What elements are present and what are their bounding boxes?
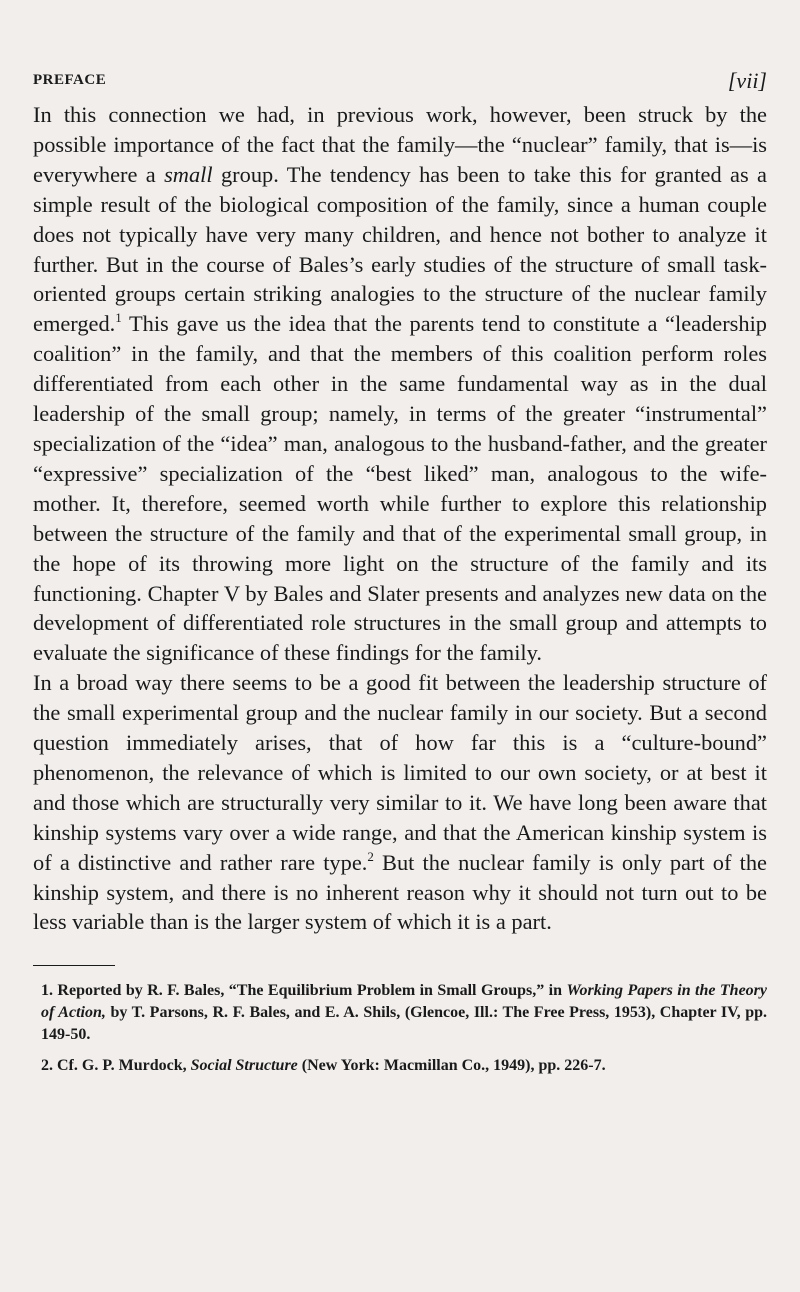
footnote-reference[interactable]: 2 (367, 848, 374, 864)
paragraph-text: In a broad way there seems to be a good fit between the leadership structure of the small experimental group and the nuclear family in our society. But a second question immediately arises, that of how far this is a “culture-bound” phenomenon, the relevance of which is limited to our own society, or at best it and those which are structurally very similar to it. We have long been aware that kinship systems vary over a wide range, and that the American kinship system is of a distinctive and rather rare type. (33, 670, 767, 875)
body-text (33, 100, 767, 937)
footnote-reference[interactable]: 1 (115, 310, 122, 326)
footnote (41, 1055, 767, 1077)
paragraph-text: But the nuclear family is only part of the kinship system, and there is no inherent reason why it should not turn out to be less variable than is the larger system of which it is a part. (33, 849, 767, 935)
footnote-divider (33, 965, 115, 966)
book-page (33, 60, 767, 1086)
paragraph-text: In this connection we had, in previous work, however, been struck by the possible importance of the fact that the family—the “nuclear” family, that is—is everywhere a (33, 102, 767, 187)
footnote-text: by T. Parsons, R. F. Bales, and E. A. Shils, (Glencoe, Ill.: The Free Press, 1953), Chapter IV, pp. 149-50. (41, 1004, 768, 1044)
emphasis-text: small (164, 161, 213, 187)
paragraph-text: group. The tendency has been to take this for granted as a simple result of the biological composition of the family, since a human couple does not typically have very many children, and hence not bother to analyze it further. But in the course of Bales’s early studies of the structure of small task-oriented groups certain striking analogies to the structure of the nuclear family emerged. (33, 161, 767, 337)
running-head (33, 60, 767, 100)
paragraph (33, 668, 767, 937)
paragraph (33, 100, 767, 668)
page-number: [vii] (727, 68, 767, 93)
footnote-citation-title: Social Structure (190, 1057, 298, 1075)
paragraph-text: This gave us the idea that the parents tend to constitute a “leadership coalition” in the family, and that the members of this coalition perform roles differentiated from each other in the same fundamental way as in the dual leadership of the small group; namely, in terms of the greater “instrumental” specialization of the “idea” man, analogous to the husband-father, and the greater “expressive” specialization of the “best liked” man, analogous to the wife-mother. It, therefore, seemed worth while further to explore this relationship between the structure of the family and that of the experimental small group, in the hope of its throwing more light on the structure of the family and its functioning. Chapter V by Bales and Slater presents and analyzes new data on the development of differentiated role structures in the small group and attempts to evaluate the significance of these findings for the family. (33, 311, 767, 666)
footnote-text: (New York: Macmillan Co., 1949), pp. 226-7. (297, 1057, 606, 1075)
footnote-citation-title: Working Papers in the Theory of Action, (41, 982, 768, 1022)
footnote-text: 1. Reported by R. F. Bales, “The Equilibrium Problem in Small Groups,” in (41, 982, 567, 1000)
section-title: PREFACE (33, 72, 107, 88)
footnotes (33, 980, 767, 1077)
footnote (41, 980, 767, 1046)
footnote-text: 2. Cf. G. P. Murdock, (41, 1057, 191, 1075)
